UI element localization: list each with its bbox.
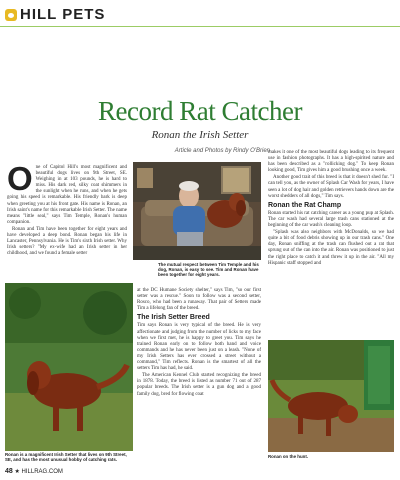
article-title: Record Rat Catcher xyxy=(98,96,302,126)
page-footer: 48 ★ HILLRAG.COM xyxy=(5,468,63,475)
photo-tim-and-ronan xyxy=(133,162,261,260)
subhead-rat-champ: Ronan the Rat Champ xyxy=(268,201,342,209)
left-paragraph-1: ne of Capitol Hill's most magnificent and beautiful dogs lives on 9th Street, SE. Weighing in at 103 pounds, he is hard to miss. His dark red, silky coat shimmers in the sunlight when he runs, and when he gets going his speed is remarkable. His friendly bark is deep when greeting you at his front gate. His name is Ronan, an Irish saint's name for this remarkable Irish Setter. The name means "little seal," says Tim Temple, Ronan's human companion. xyxy=(7,165,127,225)
drop-cap: O xyxy=(7,160,33,197)
middle-column xyxy=(137,288,261,399)
middle-paragraph-2: Tim says Ronan is very typical of the breed. He is very affectionate and judging from the number of licks to my face when we first met, he is happy to greet you. Tim says he trained Ronan early on to follow both hand and voice commands and he has never been just on a leash. "None of my Irish Setters has ever crossed a street without a command," Tim reflects. Ronan is the smartest of all the setters Tim has had, he said. xyxy=(137,323,261,372)
right-paragraph-4: "Splash was also neighbors with McDonalds, so we had quite a bit of food debris showing up in our trash cans." One day, Ronan sniffing at the trash can flushed out a rat that sprung out of the can into the air. Ronan was positioned to just the right place to catch it and threw it up in the air. "All my Hispanic staff stopped and xyxy=(268,230,394,266)
header-rule xyxy=(0,26,400,27)
left-column xyxy=(7,160,127,258)
right-column xyxy=(268,150,394,268)
middle-paragraph-3: The American Kennel Club started recognizing the breed in 1878. Today, the breed is listed as number 71 out of 287 popular breeds. The Irish setter is a gun dog and a good family dog, bred for flowing coat xyxy=(137,373,261,397)
article-subtitle: Ronan the Irish Setter xyxy=(151,129,249,141)
right-paragraph-2: Another good trait of this breed is that it doesn't shed fur. "I can tell you, as the owner of Splash Car Wash for years, I have seen a lot of dog hair and golden retrievers hands down are the worst shedders of all dogs," Tim says. xyxy=(268,175,394,199)
subhead-irish-setter-breed: The Irish Setter Breed xyxy=(137,314,210,322)
right-paragraph-1: makes it one of the most beautiful dogs leading to its frequent use in fashion photographs. It has a high-spirited nature and has been described as a "rollicking dog." To keep Ronan looking good, Tim gives him a good brushing once a week. xyxy=(268,150,394,174)
bottom-right-caption: Ronan on the hunt. xyxy=(268,454,308,459)
right-paragraph-3: Ronan started his rat catching career as a young pup at Splash. The car wash had several large trash cans stationed at the beginning of the car wash's cleaning loop. xyxy=(268,210,394,229)
bottom-left-caption: Ronan is a magnificent Irish Setter that lives on 9th Street, SE, and has the most unusual hobby of catching rats. xyxy=(5,452,127,463)
photo-ronan-garden xyxy=(5,283,133,451)
paw-icon xyxy=(5,9,17,21)
left-paragraph-2: Ronan and Tim have been together for eight years and have developed a deep bond. Ronan began his life in Lancaster, Pennsylvania. He is Tim's sixth Irish setter. Why Irish setters? "My ex-wife had an Irish setter in her childhood, and we found a female setter xyxy=(7,226,127,257)
photo-ronan-hunt xyxy=(268,340,394,452)
byline: Article and Photos by Rindy O'Brien xyxy=(174,148,270,154)
site-name: HILLRAG.COM xyxy=(21,469,63,475)
section-title: HILL PETS xyxy=(20,6,106,23)
top-photo-caption: The mutual respect between Tim Temple and his dog, Ronan, is easy to see. Tim and Ronan have been together for eight years. xyxy=(158,262,259,278)
middle-paragraph-1: at the DC Humane Society shelter," says Tim, "so our first setter was a rescue." Soon to follow was a second setter, Rosco, who had been a runaway. That pair of Setters made Tim a lifelong fan of the breed. xyxy=(137,288,261,312)
page-number: 48 xyxy=(5,468,13,475)
